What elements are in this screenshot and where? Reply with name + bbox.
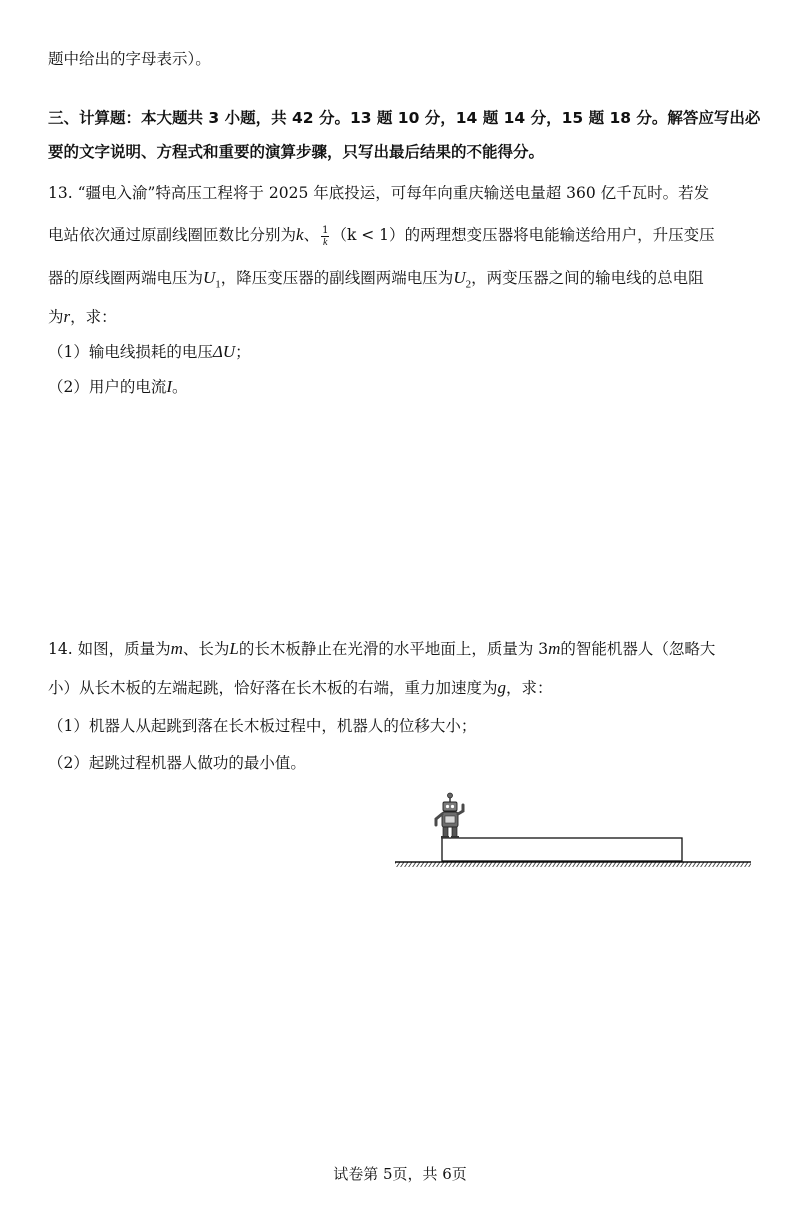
var-r: r — [63, 307, 71, 326]
q13-line2: 电站依次通过原副线圈匝数比分别为k、 $\frac{1}{k}$ （k < 1）的两理想变压器将电能输送给用户，升压变压 — [48, 224, 715, 248]
var-U1: $U_1$ — [203, 268, 221, 291]
fraction-one-over-k: $\frac{1}{k}$ — [322, 224, 329, 248]
var-3m: m — [548, 639, 561, 658]
q14-line1: 14. 如图，质量为m、长为L的长木板静止在光滑的水平地面上，质量为 3m的智能机器人（忽略大 — [48, 639, 716, 658]
q13-subquestion-2: （2）用户的电流I。 — [48, 377, 188, 396]
plank-robot-figure — [392, 790, 754, 870]
q13-line4: 为r，求： — [48, 307, 117, 326]
var-U2: $U_2$ — [453, 268, 472, 291]
q14-subquestion-2: （2）起跳过程机器人做功的最小值。 — [48, 754, 306, 772]
q14-subquestion-1: （1）机器人从起跳到落在长木板过程中，机器人的位移大小； — [48, 717, 477, 735]
long-plank — [442, 838, 682, 861]
var-delta-U: ΔU — [212, 342, 236, 361]
var-g: g — [497, 678, 507, 697]
q14-line2: 小）从长木板的左端起跳，恰好落在长木板的右端，重力加速度为g，求： — [48, 678, 553, 697]
var-L: L — [229, 639, 239, 658]
ground-hatch — [395, 862, 751, 867]
var-I: I — [166, 377, 173, 396]
var-k: k — [296, 225, 304, 244]
figure-svg — [392, 790, 754, 870]
condition-k-less-1: （k < 1） — [331, 226, 405, 244]
robot-icon — [436, 793, 463, 839]
var-m: m — [170, 639, 183, 658]
page-footer: 试卷第 5页，共 6页 — [333, 1165, 467, 1183]
section3-heading-line1: 三、计算题：本大题共 3 小题，共 42 分。13 题 10 分，14 题 14 分，15 题 18 分。解答应写出必 — [48, 109, 761, 127]
section3-heading-line2: 要的文字说明、方程式和重要的演算步骤，只写出最后结果的不能得分。 — [48, 143, 545, 161]
q13-line1: 13. “疆电入渝”特高压工程将于 2025 年底投运，可每年向重庆输送电量超 360 亿千瓦时。若发 — [48, 184, 710, 202]
lead-text: 题中给出的字母表示）。 — [48, 50, 211, 68]
q13-line3: 器的原线圈两端电压为$U_1$，降压变压器的副线圈两端电压为$U_2$，两变压器之间的输电线的总电阻 — [48, 268, 704, 291]
q13-subquestion-1: （1）输电线损耗的电压ΔU； — [48, 342, 251, 361]
